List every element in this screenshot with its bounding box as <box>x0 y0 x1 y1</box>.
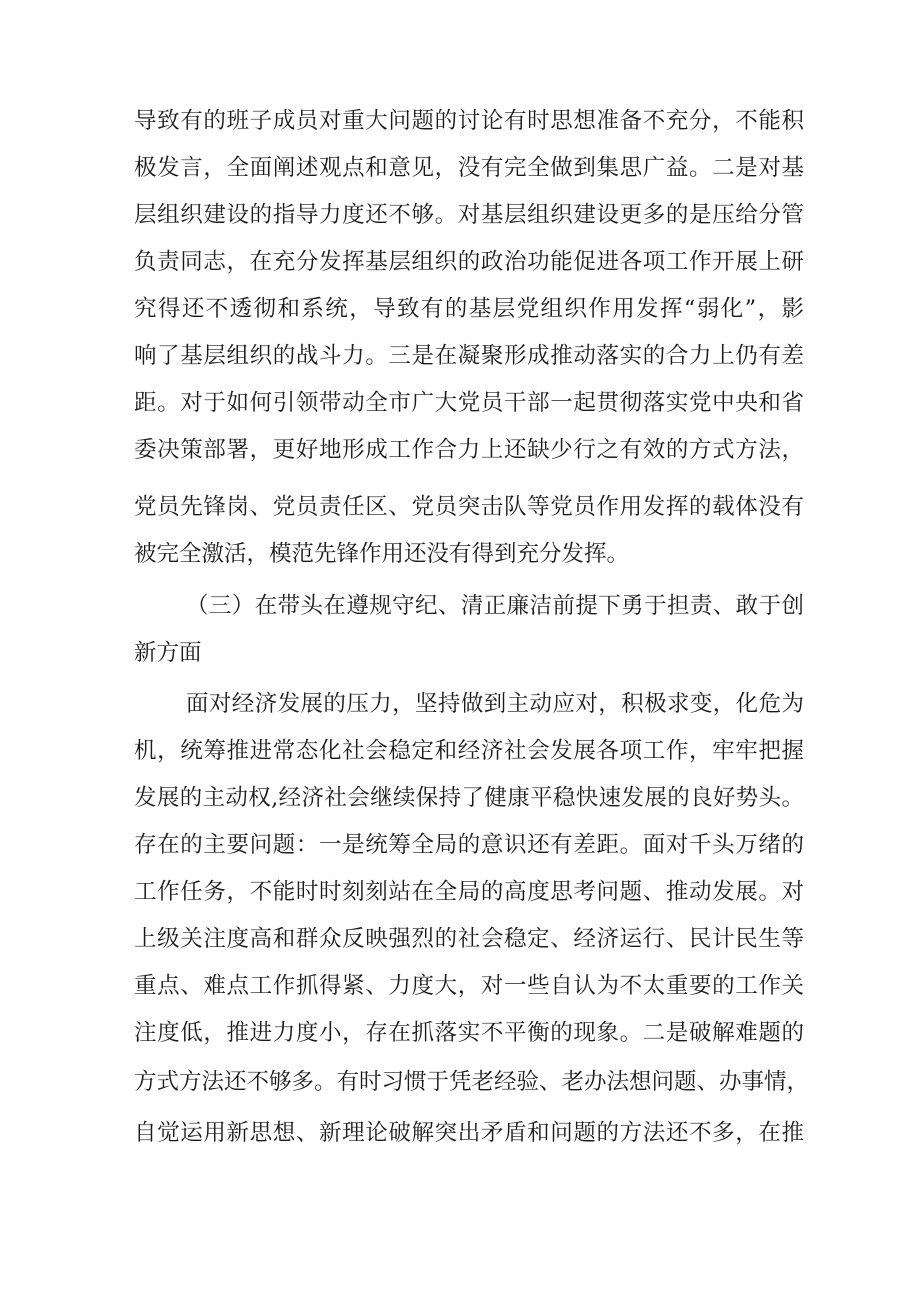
text-line: 负责同志，在充分发挥基层组织的政治功能促进各项工作开展上研 <box>134 249 804 275</box>
text-line: 党员先锋岗、党员责任区、党员突击队等党员作用发挥的载体没有 <box>134 494 804 520</box>
text-line: 存在的主要问题：一是统筹全局的意识还有差距。面对千头万绪的 <box>134 832 804 858</box>
text-line: 发展的主动权,经济社会继续保持了健康平稳快速发展的良好势头。 <box>134 785 804 811</box>
text-line: 导致有的班子成员对重大问题的讨论有时思想准备不充分，不能积 <box>134 108 804 134</box>
section-heading-end-line: 新方面 <box>134 640 202 666</box>
text-line: 距。对于如何引领带动全市广大党员干部一起贯彻落实党中央和省 <box>134 390 804 416</box>
text-line: 方式方法还不够多。有时习惯于凭老经验、老办法想问题、办事情， <box>134 1069 810 1095</box>
paragraph-end-line: 被完全激活，模范先锋作用还没有得到充分发挥。 <box>134 541 630 567</box>
text-line: 机，统筹推进常态化社会稳定和经济社会发展各项工作，牢牢把握 <box>134 738 804 764</box>
section-heading-line: （三）在带头在遵规守纪、清正廉洁前提下勇于担责、敢于创 <box>186 593 804 619</box>
text-line: 层组织建设的指导力度还不够。对基层组织建设更多的是压给分管 <box>134 202 804 228</box>
text-line: 上级关注度高和群众反映强烈的社会稳定、经济运行、民计民生等 <box>134 926 804 952</box>
text-line: 究得还不透彻和系统，导致有的基层党组织作用发挥“弱化”，影 <box>134 296 804 322</box>
paragraph-first-line: 面对经济发展的压力，坚持做到主动应对，积极求变，化危为 <box>186 691 804 717</box>
text-line: 响了基层组织的战斗力。三是在凝聚形成推动落实的合力上仍有差 <box>134 343 804 369</box>
text-line: 注度低，推进力度小，存在抓落实不平衡的现象。二是破解难题的 <box>134 1020 804 1046</box>
text-line: 工作任务，不能时时刻刻站在全局的高度思考问题、推动发展。对 <box>134 879 804 905</box>
text-line: 极发言，全面阐述观点和意见，没有完全做到集思广益。二是对基 <box>134 155 804 181</box>
text-line: 委决策部署，更好地形成工作合力上还缺少行之有效的方式方法， <box>134 437 804 463</box>
text-line: 自觉运用新思想、新理论破解突出矛盾和问题的方法还不多，在推 <box>134 1120 804 1146</box>
text-line: 重点、难点工作抓得紧、力度大，对一些自认为不太重要的工作关 <box>134 973 804 999</box>
